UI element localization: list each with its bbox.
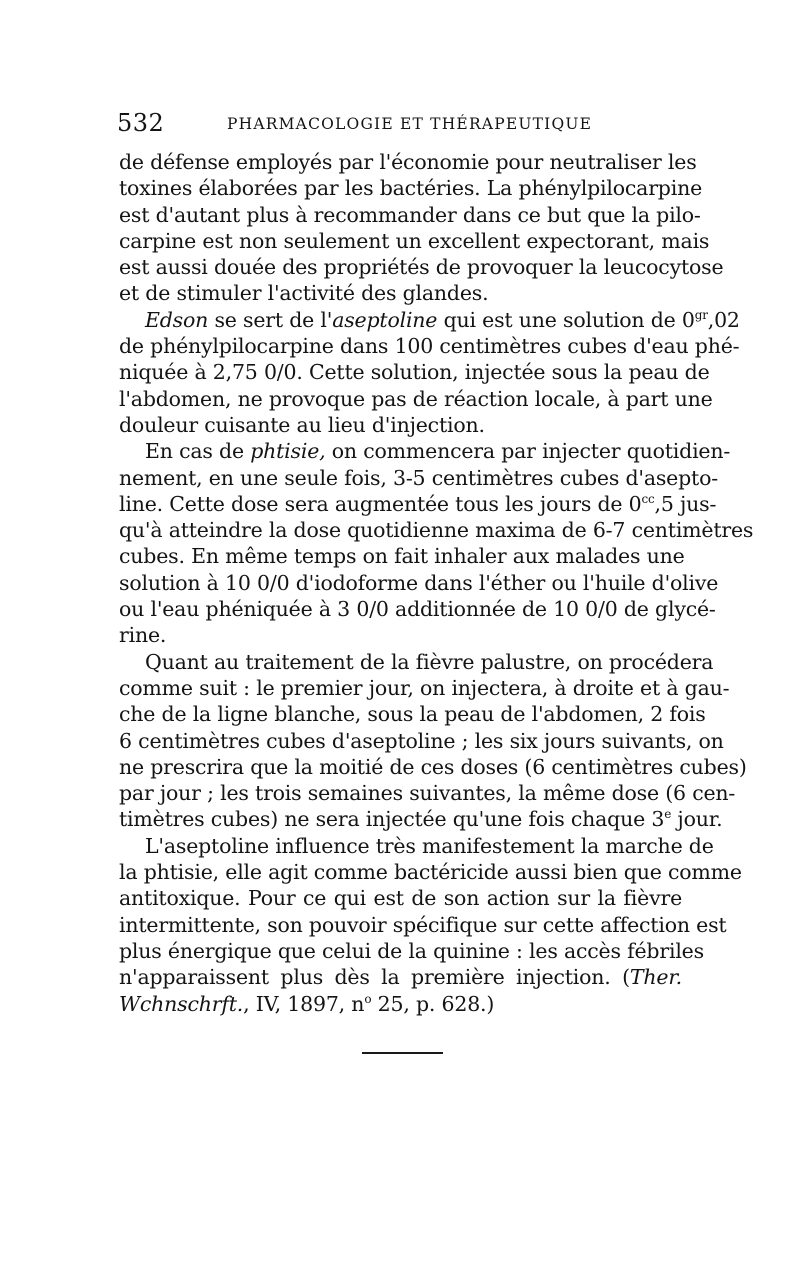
author-name: Edson [145,307,209,332]
paragraph-1 [119,149,724,307]
text-line: plus énergique que celui de la quinine : les accès fébriles [119,938,704,963]
text-line: 6 centimètres cubes d'aseptoline ; les six jours suivants, on [119,728,724,753]
text-line: En cas de phtisie, on commencera par injecter quotidien- [145,439,731,464]
paragraph-5 [119,833,742,1017]
text-line: douleur cuisante au lieu d'injection. [119,412,485,437]
text-line: cubes. En même temps on fait inhaler aux malades une [119,544,685,569]
text-line: et de stimuler l'activité des glandes. [119,281,489,306]
citation-journal: Ther. [629,965,682,990]
text-line: line. Cette dose sera augmentée tous les jours de $0^{cc},5$ jus- [119,491,717,516]
text-line: est aussi douée des propriétés de provoquer la leucocytose [119,255,724,280]
text-line: la phtisie, elle agit comme bactéricide aussi bien que comme [119,860,742,885]
citation-journal: Wchnschrft. [119,991,244,1016]
text-line: ne prescrira que la moitié de ces doses (6 centimètres cubes) [119,754,747,779]
text-line: est d'autant plus à recommander dans ce but que la pilo- [119,202,701,227]
section-divider [362,1052,443,1054]
text-line: de défense employés par l'économie pour neutraliser les [119,150,697,174]
running-title: PHARMACOLOGIE ET THÉRAPEUTIQUE [227,115,593,133]
paragraph-2 [119,307,740,438]
text-line: carpine est non seulement un excellent expectorant, mais [119,228,710,253]
body-text [119,149,754,1017]
text-line: rine. [119,623,167,648]
text-line: nement, en une seule fois, 3-5 centimètres cubes d'asepto- [119,465,718,490]
text-line: L'aseptoline influence très manifestement la marche de [145,833,714,858]
drug-term: aseptoline [332,307,438,332]
running-head [117,108,682,138]
text-line: solution à 10 0/0 d'iodoforme dans l'éther ou l'huile d'olive [119,570,719,595]
text-line: Wchnschrft., IV, 1897, $n^o$ 25, p. 628.) [119,991,495,1016]
text-line: toxines élaborées par les bactéries. La phénylpilocarpine [119,176,703,201]
paragraph-3 [119,438,754,648]
text-line: intermittente, son pouvoir spécifique sur cette affection est [119,912,727,937]
text-line: Quant au traitement de la fièvre palustre, on procédera [145,649,714,674]
text-line: che de la ligne blanche, sous la peau de l'abdomen, 2 fois [119,702,706,727]
text-line: n'apparaissent plus dès la première injection. (Ther. [119,965,682,990]
disease-term: phtisie, [250,439,326,464]
text-line: qu'à atteindre la dose quotidienne maxima de 6-7 centimètres [119,518,754,543]
text-line: ou l'eau phéniquée à 3 0/0 additionnée de 10 0/0 de glycé- [119,597,716,622]
text-line: par jour ; les trois semaines suivantes, la même dose (6 cen- [119,781,736,806]
text-line: de phénylpilocarpine dans 100 centimètres cubes d'eau phé- [119,334,740,359]
text-line: antitoxique. Pour ce qui est de son action sur la fièvre [119,886,682,911]
text-line: timètres cubes) ne sera injectée qu'une fois chaque 3e jour. [119,807,723,832]
text-line: Edson se sert de l'aseptoline qui est une solution de $0^{gr},02$ [145,307,740,332]
text-line: niquée à 2,75 0/0. Cette solution, injectée sous la peau de [119,360,710,385]
text-line: comme suit : le premier jour, on injectera, à droite et à gau- [119,675,730,700]
paragraph-4 [119,649,747,833]
text-line: l'abdomen, ne provoque pas de réaction locale, à part une [119,386,713,411]
page-number: 532 [117,109,165,137]
